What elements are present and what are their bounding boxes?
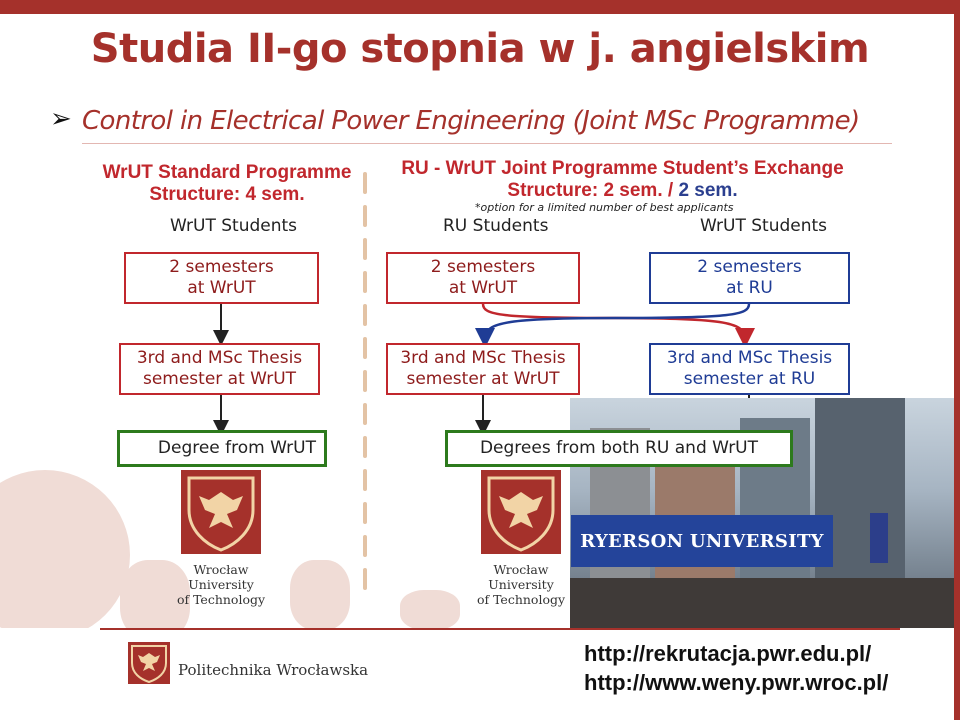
- logo-line: University: [188, 577, 254, 592]
- eagle-crest-icon: [128, 642, 170, 684]
- box-text: 2 semesters: [430, 257, 536, 277]
- box-text: 3rd and MSc Thesis: [666, 348, 833, 368]
- left-header-line2: Structure: 4 sem.: [149, 184, 305, 205]
- logo-line: of Technology: [476, 592, 566, 607]
- right-box-2-semesters-wrut: [386, 252, 580, 304]
- wrut-logo-text: [165, 562, 277, 607]
- right-header-line1: RU - WrUT Joint Programme Student’s Exchange: [401, 158, 844, 179]
- logo-line: Wrocław: [493, 562, 549, 577]
- recruitment-link[interactable]: http://rekrutacja.pwr.edu.pl/: [584, 641, 872, 666]
- slide-subtitle: Control in Electrical Power Engineering (Joint MSc Programme): [82, 106, 860, 136]
- arrowhead-bullet-icon: ➢: [50, 104, 72, 134]
- left-header-line1: WrUT Standard Programme: [102, 162, 352, 183]
- degree-text: Degrees from both RU and WrUT: [479, 438, 759, 458]
- photo-crowd: [570, 578, 954, 630]
- logo-line: Wrocław: [193, 562, 249, 577]
- left-box-thesis: [119, 343, 320, 395]
- right-box-thesis-ru: [649, 343, 850, 395]
- box-text: at WrUT: [448, 278, 518, 298]
- box-text: 3rd and MSc Thesis: [136, 348, 303, 368]
- left-box-2-semesters: [124, 252, 319, 304]
- wrut-students-label: WrUT Students: [700, 216, 828, 236]
- box-text: semester at WrUT: [406, 369, 560, 389]
- ryerson-university-sign: RYERSON UNIVERSITY: [571, 515, 833, 567]
- box-text: 2 semesters: [697, 257, 802, 277]
- box-text: semester at WrUT: [142, 369, 297, 389]
- right-header-structure: Structure: 2 sem. /: [507, 180, 679, 201]
- right-header-sem: 2 sem.: [678, 180, 738, 201]
- right-box-2-semesters-ru: [649, 252, 850, 304]
- slide-title: Studia II-go stopnia w j. angielskim: [90, 26, 870, 72]
- eagle-crest-icon: [181, 470, 261, 554]
- wrut-logo-text: [465, 562, 577, 607]
- logo-line: University: [488, 577, 554, 592]
- degree-text: Degree from WrUT: [157, 438, 316, 458]
- box-text: at WrUT: [187, 278, 256, 298]
- ru-students-label: RU Students: [443, 216, 549, 236]
- box-text: semester at RU: [683, 369, 816, 389]
- left-degree-box: [117, 430, 327, 467]
- left-students-label: WrUT Students: [170, 216, 298, 236]
- box-text: at RU: [726, 278, 773, 298]
- option-note: *option for a limited number of best applicants: [475, 201, 734, 214]
- right-box-thesis-wrut: [386, 343, 580, 395]
- box-text: 3rd and MSc Thesis: [400, 348, 566, 368]
- footer-brand: Politechnika Wrocławska: [178, 661, 369, 679]
- logo-line: of Technology: [176, 592, 266, 607]
- eagle-crest-icon: [481, 470, 561, 554]
- photo-banner: [870, 513, 888, 563]
- footer-divider: [100, 628, 900, 630]
- weny-link[interactable]: http://www.weny.pwr.wroc.pl/: [584, 670, 889, 695]
- right-degree-box: [445, 430, 793, 467]
- box-text: 2 semesters: [169, 257, 274, 277]
